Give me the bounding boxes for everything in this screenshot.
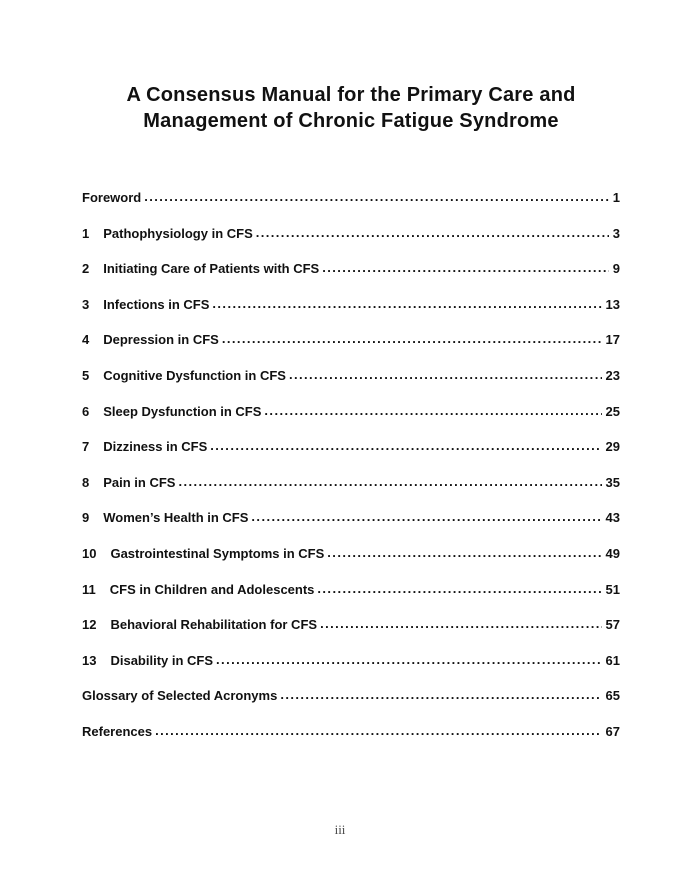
- toc-entry-page: 57: [605, 617, 620, 633]
- toc-dot-leader: [317, 581, 601, 596]
- toc-entry[interactable]: [82, 332, 620, 348]
- toc-entry[interactable]: [82, 582, 620, 598]
- toc-entry-number: 11: [82, 581, 96, 597]
- toc-entry-number: 10: [82, 545, 97, 561]
- toc-dot-leader: [322, 260, 609, 275]
- toc-entry-page: 17: [605, 332, 620, 348]
- toc-entry[interactable]: [82, 617, 620, 633]
- toc-entry-label: Gastrointestinal Symptoms in CFS: [110, 545, 325, 561]
- toc-entry-label: References: [82, 723, 153, 739]
- toc-entry[interactable]: [82, 546, 620, 562]
- toc-entry-label: Behavioral Rehabilitation for CFS: [110, 617, 318, 633]
- page-title-line2: Management of Chronic Fatigue Syndrome: [143, 110, 559, 132]
- toc-entry-number: 4: [82, 332, 90, 348]
- toc-dot-leader: [320, 616, 601, 631]
- toc-entry[interactable]: [82, 190, 620, 206]
- toc-entry[interactable]: [82, 297, 620, 313]
- toc-dot-leader: [144, 189, 609, 204]
- toc-entry-number: 7: [82, 439, 90, 455]
- toc-entry-number: 9: [82, 510, 90, 526]
- toc-entry[interactable]: [82, 688, 620, 704]
- toc-entry-number: 5: [82, 367, 90, 383]
- toc-entry-page: 9: [612, 261, 620, 277]
- toc-entry-page: 61: [605, 652, 620, 668]
- toc-entry[interactable]: [82, 226, 620, 242]
- toc-entry-page: 43: [605, 510, 620, 526]
- toc-entry-page: 51: [605, 581, 620, 597]
- toc-entry-number: 2: [82, 261, 90, 277]
- page-title: [82, 82, 620, 134]
- toc-entry[interactable]: [82, 368, 620, 384]
- toc-entry-page: 29: [605, 439, 620, 455]
- toc-dot-leader: [289, 367, 602, 382]
- toc-entry-number: 3: [82, 296, 90, 312]
- toc-entry-page: 23: [605, 367, 620, 383]
- toc-entry-label: Disability in CFS: [110, 652, 214, 668]
- toc-dot-leader: [155, 723, 601, 738]
- page-content: [82, 0, 620, 760]
- toc-entry-number: 12: [82, 617, 97, 633]
- toc-entry[interactable]: [82, 439, 620, 455]
- toc-dot-leader: [251, 509, 601, 524]
- toc-entry-page: 65: [605, 688, 620, 704]
- toc-dot-leader: [264, 403, 601, 418]
- page-title-line1: A Consensus Manual for the Primary Care and: [126, 84, 576, 106]
- toc-dot-leader: [222, 331, 602, 346]
- toc-entry-label: Dizziness in CFS: [103, 439, 208, 455]
- toc-dot-leader: [212, 296, 601, 311]
- toc-entry[interactable]: [82, 475, 620, 491]
- toc-entry-label: Cognitive Dysfunction in CFS: [103, 367, 286, 383]
- toc-entry-label: Depression in CFS: [103, 332, 219, 348]
- toc-entry-page: 3: [612, 225, 620, 241]
- toc-entry-label: Pain in CFS: [103, 474, 176, 490]
- toc-entry[interactable]: [82, 510, 620, 526]
- toc-entry-label: Infections in CFS: [103, 296, 210, 312]
- toc-entry-label: Glossary of Selected Acronyms: [82, 688, 278, 704]
- toc-entry-page: 1: [612, 190, 620, 205]
- toc-entry-page: 25: [605, 403, 620, 419]
- toc-entry-page: 35: [605, 474, 620, 490]
- footer-page-number: iii: [334, 822, 346, 837]
- toc-entry-label: Sleep Dysfunction in CFS: [103, 403, 262, 419]
- toc-entry[interactable]: [82, 724, 620, 740]
- toc-dot-leader: [327, 545, 601, 560]
- table-of-contents: [82, 190, 620, 740]
- toc-entry-number: 8: [82, 474, 90, 490]
- toc-entry-label: Women’s Health in CFS: [103, 510, 249, 526]
- toc-dot-leader: [280, 687, 601, 702]
- toc-entry-label: CFS in Children and Adolescents: [109, 581, 315, 597]
- toc-dot-leader: [210, 438, 601, 453]
- toc-entry-label: Pathophysiology in CFS: [103, 225, 253, 241]
- toc-entry-number: 13: [82, 652, 97, 668]
- toc-dot-leader: [256, 225, 609, 240]
- toc-entry-page: 49: [605, 545, 620, 561]
- toc-entry[interactable]: [82, 404, 620, 420]
- toc-entry[interactable]: [82, 261, 620, 277]
- toc-entry-number: 6: [82, 403, 90, 419]
- toc-entry-label: Initiating Care of Patients with CFS: [103, 261, 320, 277]
- toc-entry-page: 67: [605, 723, 620, 739]
- toc-entry[interactable]: [82, 653, 620, 669]
- toc-dot-leader: [178, 474, 601, 489]
- toc-entry-label: Foreword: [82, 190, 142, 205]
- toc-entry-number: 1: [82, 225, 90, 241]
- toc-entry-page: 13: [605, 296, 620, 312]
- toc-dot-leader: [216, 652, 601, 667]
